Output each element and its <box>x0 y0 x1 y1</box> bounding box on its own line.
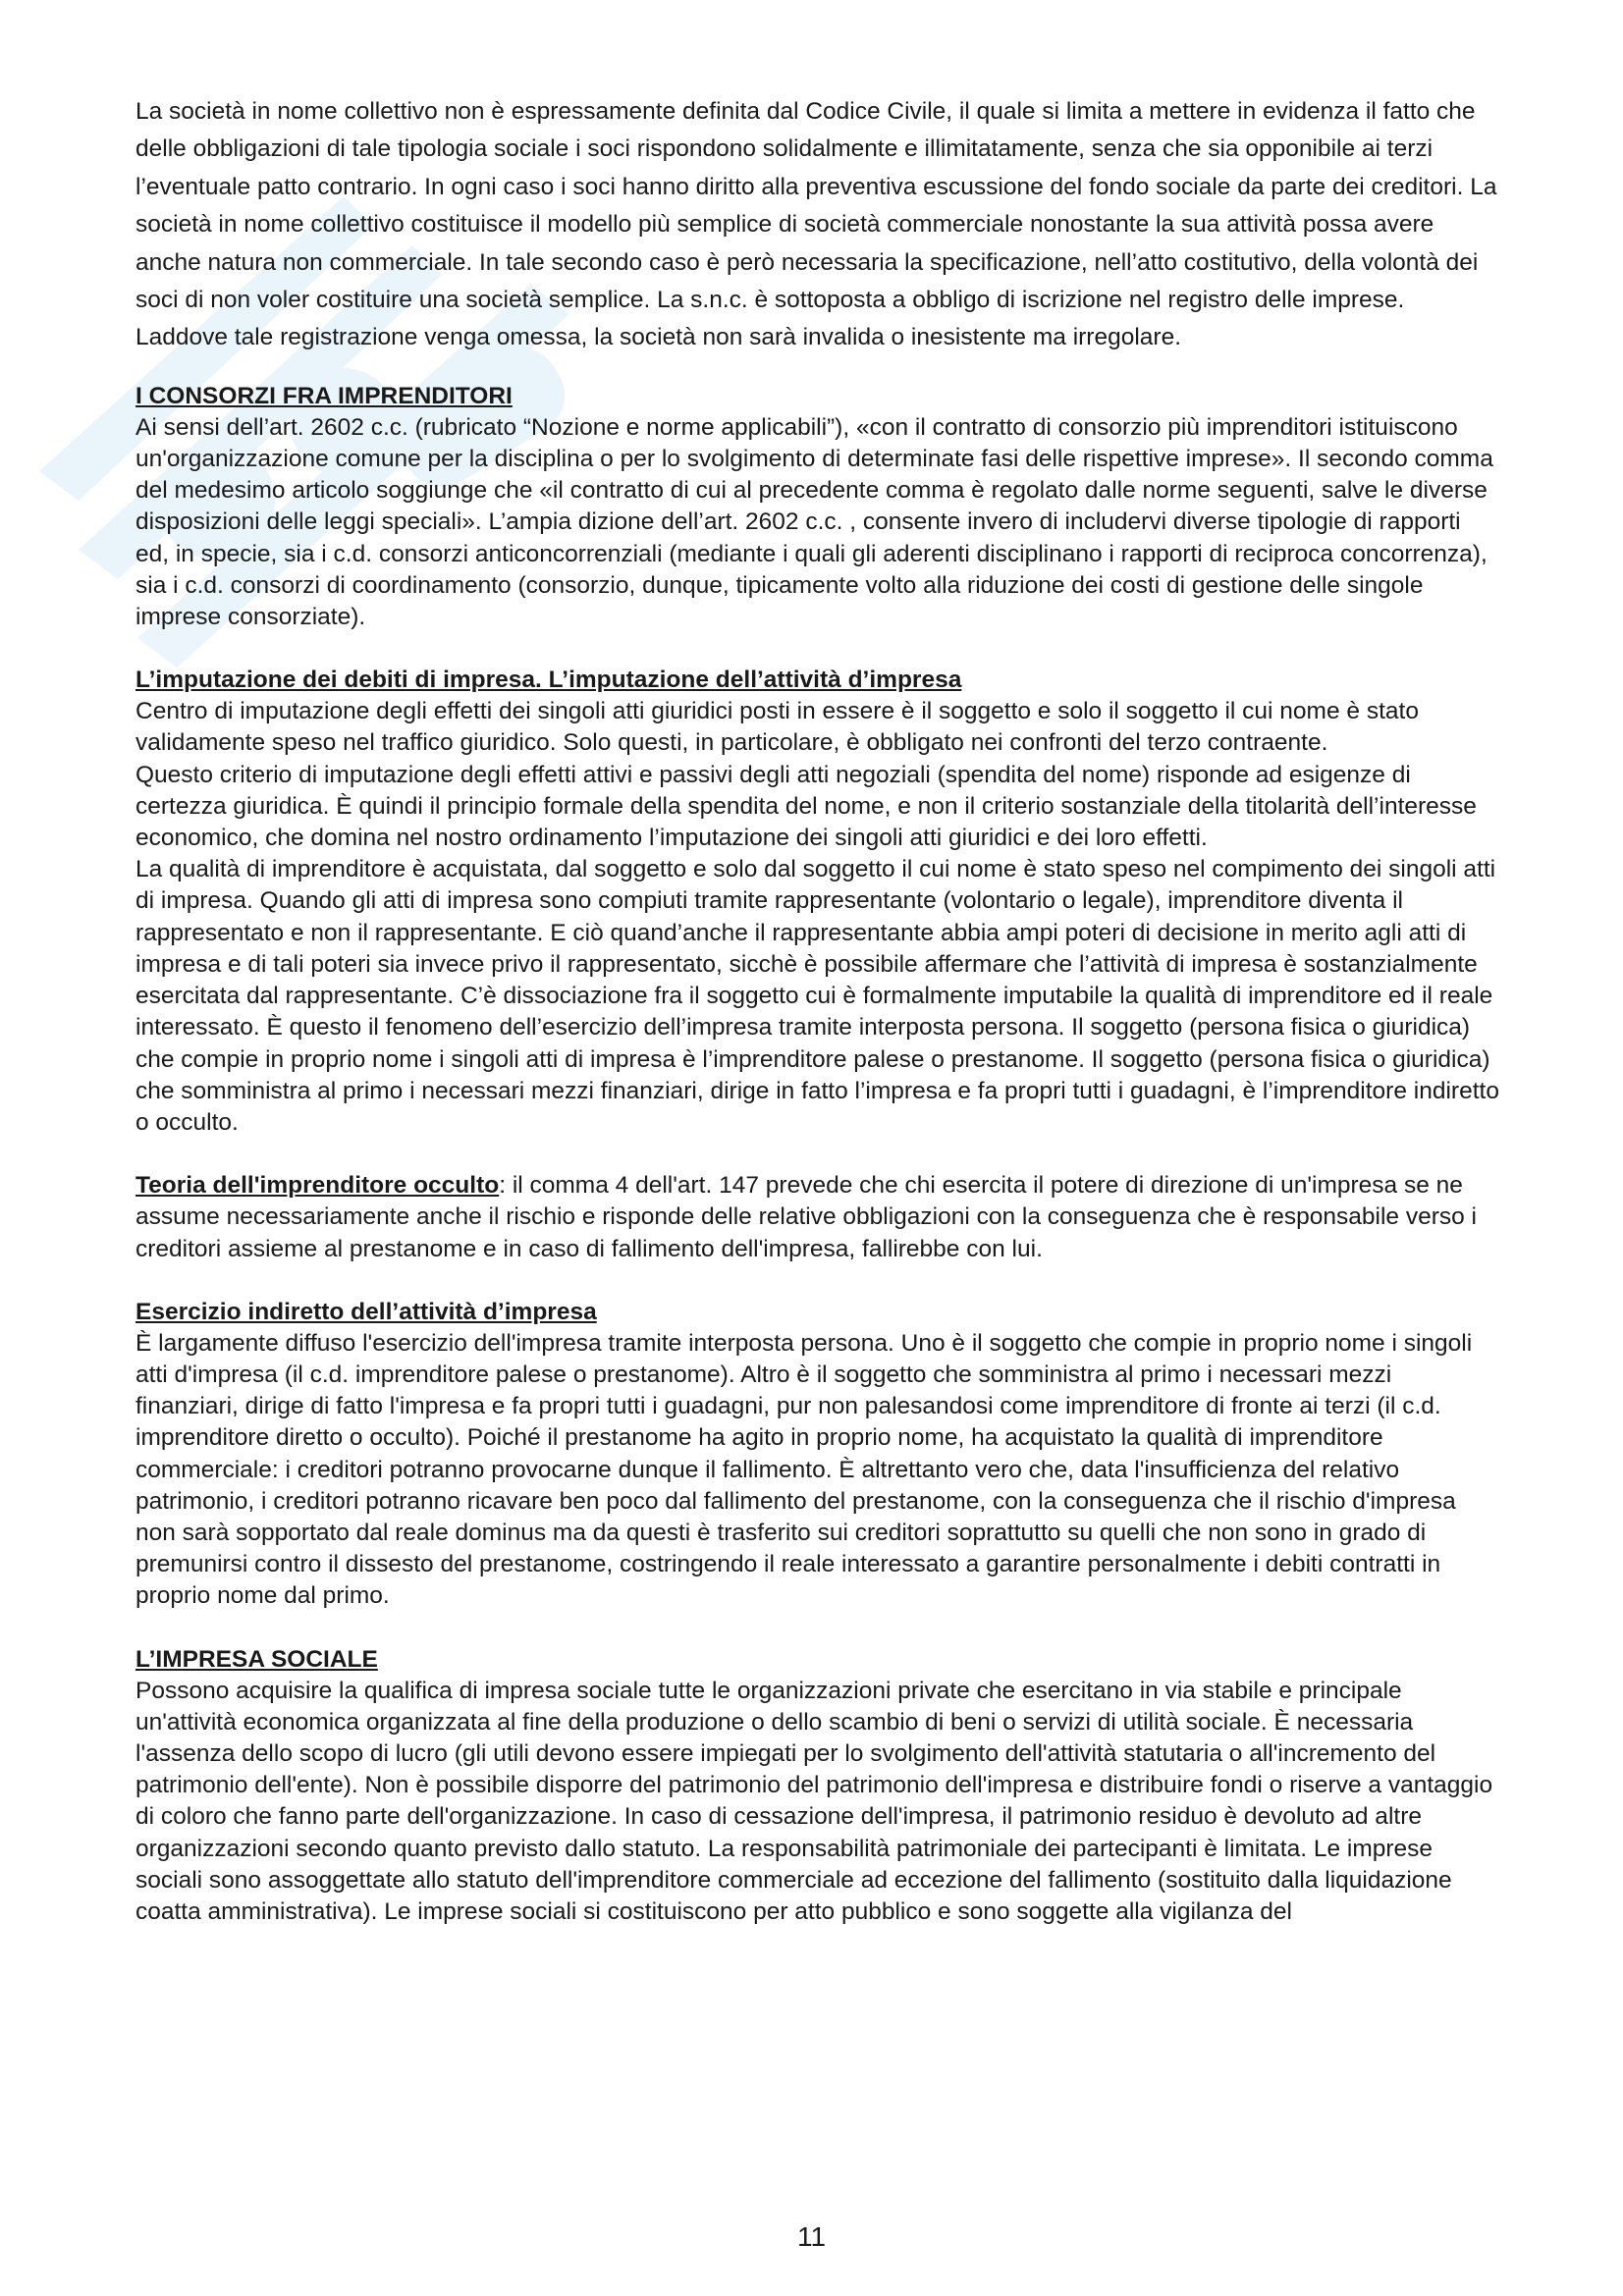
paragraph-teoria <box>135 1170 1500 1265</box>
page-number: 11 <box>796 2221 827 2252</box>
document-page <box>135 93 1500 1928</box>
paragraph-esercizio: È largamente diffuso l'esercizio dell'impresa tramite interposta persona. Uno è il soggetto che compie in proprio nome i singoli atti d'impresa (il c.d. imprenditore palese o prestanome). Altro è il soggetto che somministra al primo i necessari mezzi finanziari, dirige di fatto l'impresa e fa propri tutti i guadagni, pur non palesandosi come imprenditore di fronte ai terzi (il c.d. imprenditore diretto o occulto). Poiché il prestanome ha agito in proprio nome, ha acquistato la qualità di imprenditore commerciale: i creditori potranno provocarne dunque il fallimento. È altrettanto vero che, data l'insufficienza del relativo patrimonio, i creditori potranno ricavare ben poco dal fallimento del prestanome, con la conseguenza che il rischio d'impresa non sarà sopportato dal reale dominus ma da questi è trasferito sui creditori soprattutto su quelli che non sono in grado di premunirsi contro il dissesto del prestanome, costringendo il reale interessato a garantire personalmente i debiti contratti in proprio nome dal primo. <box>135 1329 1473 1610</box>
section-title-imputazione: L’imputazione dei debiti di impresa. L’imputazione dell’attività d’impresa <box>135 667 962 694</box>
section-title-impresa-sociale: L’IMPRESA SOCIALE <box>135 1645 378 1673</box>
section-title-esercizio: Esercizio indiretto dell’attività d’impresa <box>135 1298 597 1325</box>
paragraph-imputazione-3: La qualità di imprenditore è acquistata, dal soggetto e solo dal soggetto il cui nome è stato speso nel compimento dei singoli atti di impresa. Quando gli atti di impresa sono compiuti tramite rappresentante (volontario o legale), imprenditore diventa il rappresentato e non il rappresentante. E ciò quand’anche il rappresentante abbia ampi poteri di decisione in merito agli atti di impresa e di tali poteri sia invece privo il rappresentato, sicchè è possibile affermare che l’attività di impresa è sostanzialmente esercitata dal rappresentante. C’è dissociazione fra il soggetto cui è formalmente imputabile la qualità di imprenditore ed il reale interessato. È questo il fenomeno dell’esercizio dell’impresa tramite interposta persona. Il soggetto (persona fisica o giuridica) che compie in proprio nome i singoli atti di impresa è l’imprenditore palese o prestanome. Il soggetto (persona fisica o giuridica) che somministra al primo i necessari mezzi finanziari, dirige in fatto l’impresa e fa propri tutti i guadagni, è l’imprenditore indiretto o occulto. <box>135 856 1499 1136</box>
spacer <box>135 1139 1500 1170</box>
intro-paragraph: La società in nome collettivo non è espressamente definita dal Codice Civile, il quale si limita a mettere in evidenza il fatto che delle obbligazioni di tale tipologia sociale i soci rispondono solidalmente e illimitatamente, senza che sia opponibile ai terzi l’eventuale patto contrario. In ogni caso i soci hanno diritto alla preventiva escussione del fondo sociale da parte dei creditori. La società in nome collettivo costituisce il modello più semplice di società commerciale nonostante la sua attività possa avere anche natura non commerciale. In tale secondo caso è però necessaria la specificazione, nell’atto costitutivo, della volontà dei soci di non voler costituire una società semplice. La s.n.c. è sottoposta a obbligo di iscrizione nel registro delle imprese. Laddove tale registrazione venga omessa, la società non sarà invalida o inesistente ma irregolare. <box>135 98 1497 351</box>
inline-title-teoria: Teoria dell'imprenditore occulto <box>135 1172 500 1200</box>
spacer <box>135 633 1500 665</box>
spacer <box>135 1265 1500 1297</box>
paragraph-imputazione-2: Questo criterio di imputazione degli effetti attivi e passivi degli atti negoziali (spendita del nome) risponde ad esigenze di certezza giuridica. È quindi il principio formale della spendita del nome, e non il criterio sostanziale della titolarità dell’interesse economico, che domina nel nostro ordinamento l’imputazione dei singoli atti giuridici e dei loro effetti. <box>135 761 1477 852</box>
paragraph-imputazione-1: Centro di imputazione degli effetti dei singoli atti giuridici posti in essere è il soggetto e solo il soggetto il cui nome è stato validamente speso nel traffico giuridico. Solo questi, in particolare, è obbligato nei confronti del terzo contraente. <box>135 698 1419 757</box>
section-title-consorzi: I CONSORZI FRA IMPRENDITORI <box>135 382 513 409</box>
paragraph-impresa-sociale: Possono acquisire la qualifica di impresa sociale tutte le organizzazioni private che esercitano in via stabile e principale un'attività economica organizzata al fine della produzione o dello scambio di beni o servizi di utilità sociale. È necessaria l'assenza dello scopo di lucro (gli utili devono essere impiegati per lo svolgimento dell'attività statutaria o all'incremento del patrimonio dell'ente). Non è possibile disporre del patrimonio del patrimonio dell'impresa e distribuire fondi o riserve a vantaggio di coloro che fanno parte dell'organizzazione. In caso di cessazione dell'impresa, il patrimonio residuo è devoluto ad altre organizzazioni secondo quanto previsto dallo statuto. La responsabilità patrimoniale dei partecipanti è limitata. Le imprese sociali sono assoggettate allo statuto dell'imprenditore commerciale ad eccezione del fallimento (sostituito dalla liquidazione coatta amministrativa). Le imprese sociali si costituiscono per atto pubblico e sono soggette alla vigilanza del <box>135 1677 1493 1925</box>
paragraph-consorzi: Ai sensi dell’art. 2602 c.c. (rubricato “Nozione e norme applicabili”), «con il contratto di consorzio più imprenditori istituiscono un'organizzazione comune per la disciplina o per lo svolgimento di determinate fasi delle rispettive imprese». Il secondo comma del medesimo articolo soggiunge che «il contratto di cui al precedente comma è regolato dalle norme seguenti, salve le diverse disposizioni delle leggi speciali». L’ampia dizione dell’art. 2602 c.c. , consente invero di includervi diverse tipologie di rapporti ed, in specie, sia i c.d. consorzi anticoncorrenziali (mediante i quali gli aderenti disciplinano i rapporti di reciproca concorrenza), sia i c.d. consorzi di coordinamento (consorzio, dunque, tipicamente volto alla riduzione dei costi di gestione delle singole imprese consorziate). <box>135 413 1493 631</box>
spacer <box>135 1613 1500 1644</box>
teoria-text: : il comma 4 dell'art. 147 prevede che chi esercita il potere di direzione di un'impresa se ne assume necessariamente anche il rischio e risponde delle relative obbligazioni con la conseguenza che è responsabile verso i creditori assieme al prestanome e in caso di fallimento dell'impresa, fallirebbe con lui. <box>135 1172 1477 1262</box>
